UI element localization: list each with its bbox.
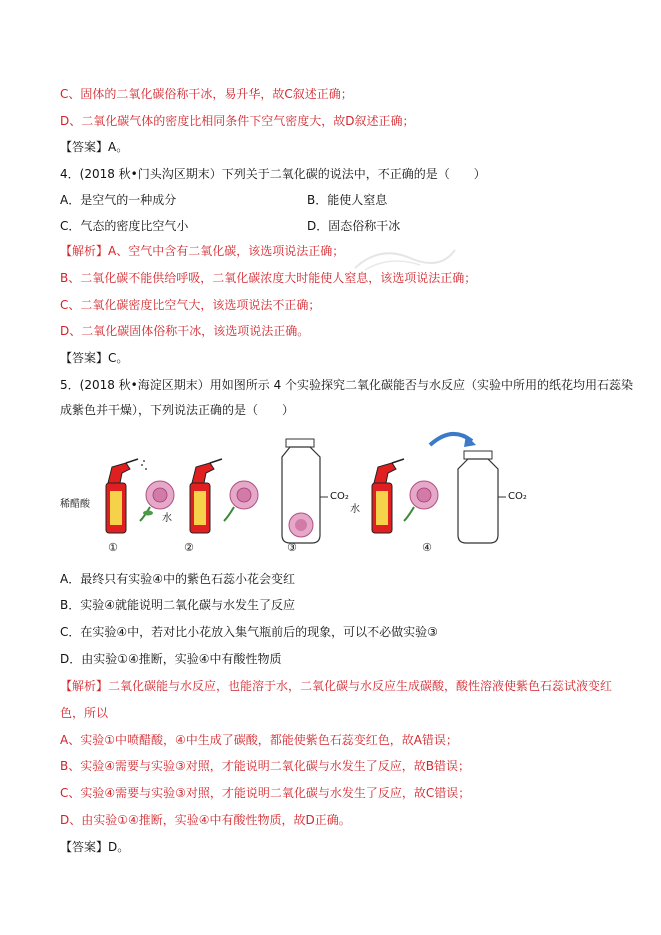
q5-option-b: B．实验④就能说明二氧化碳与水发生了反应 xyxy=(60,598,295,612)
q4-option-d: D．固态俗称干冰 xyxy=(307,219,401,233)
q4-analysis-2: B、二氧化碳不能供给呼吸，二氧化碳浓度大时能使人窒息，该选项说法正确； xyxy=(60,271,477,285)
spray-bottle-icon xyxy=(372,459,404,533)
spray-bottle-icon xyxy=(190,459,222,533)
experiment-drawing xyxy=(60,425,540,560)
q5-stem-1: 5．(2018 秋•海淀区期末）用如图所示 4 个实验探究二氧化碳能否与水反应（实验中所用的纸花均用石蕊染 xyxy=(60,378,634,392)
flower-icon xyxy=(224,481,258,521)
q5-option-a: A．最终只有实验④中的紫色石蕊小花会变红 xyxy=(60,572,295,586)
spray-bottle-icon xyxy=(106,459,138,533)
q5-option-d: D．由实验①④推断，实验④中有酸性物质 xyxy=(60,652,282,666)
experiment-number-2: ② xyxy=(184,541,194,554)
curved-arrow-icon xyxy=(430,434,476,447)
experiment-number-3: ③ xyxy=(287,541,297,554)
q5-answer: 【答案】D。 xyxy=(60,840,130,854)
q5-stem-2: 成紫色并干燥），下列说法正确的是（ ） xyxy=(60,403,295,417)
experiment-number-4: ④ xyxy=(422,541,432,554)
q5-analysis-2: 色，所以 xyxy=(60,706,109,720)
gas-jar-icon xyxy=(458,451,506,543)
q4-option-c: C．气态的密度比空气小 xyxy=(60,219,189,233)
q4-option-b: B．能使人窒息 xyxy=(307,193,388,207)
label-water-2: 水 xyxy=(162,513,172,524)
label-water-4: 水 xyxy=(350,504,360,515)
experiment-number-1: ① xyxy=(108,541,118,554)
analysis-line-d: D、二氧化碳气体的密度比相同条件下空气密度大，故D叙述正确； xyxy=(60,114,415,128)
label-co2-3: CO₂ xyxy=(330,491,349,502)
q5-analysis-d: D、由实验①④推断，实验④中有酸性物质，故D正确。 xyxy=(60,813,351,827)
label-co2-4: CO₂ xyxy=(508,491,527,502)
spray-mist-icon xyxy=(141,460,147,470)
q4-option-a: A．是空气的一种成分 xyxy=(60,193,177,207)
q4-analysis-4: D、二氧化碳固体俗称干冰，该选项说法正确。 xyxy=(60,324,310,338)
q5-analysis-b: B、实验④需要与实验③对照，才能说明二氧化碳与水发生了反应，故B错误； xyxy=(60,759,470,773)
q5-analysis-1: 【解析】二氧化碳能与水反应，也能溶于水，二氧化碳与水反应生成碳酸，酸性溶液使紫色石蕊试液变红 xyxy=(60,679,613,693)
q5-analysis-c: C、实验④需要与实验③对照，才能说明二氧化碳与水发生了反应，故C错误； xyxy=(60,786,471,800)
q4-analysis-3: C、二氧化碳密度比空气大，该选项说法不正确； xyxy=(60,298,321,312)
experiment-figure xyxy=(60,425,540,560)
q5-option-c: C．在实验④中，若对比小花放入集气瓶前后的现象，可以不必做实验③ xyxy=(60,625,438,639)
answer-prev: 【答案】A。 xyxy=(60,140,129,154)
q4-answer: 【答案】C。 xyxy=(60,351,129,365)
label-dilute-acetic-acid: 稀醋酸 xyxy=(60,499,90,510)
q4-analysis-1: 【解析】A、空气中含有二氧化碳，该选项说法正确； xyxy=(60,244,345,258)
analysis-line-c: C、固体的二氧化碳俗称干冰，易升华，故C叙述正确； xyxy=(60,87,353,101)
flower-icon xyxy=(404,481,438,521)
gas-jar-icon xyxy=(282,439,328,543)
q4-stem: 4．(2018 秋•门头沟区期末）下列关于二氧化碳的说法中，不正确的是（ ） xyxy=(60,167,486,181)
q5-analysis-a: A、实验①中喷醋酸，④中生成了碳酸，都能使紫色石蕊变红色，故A错误； xyxy=(60,733,458,747)
